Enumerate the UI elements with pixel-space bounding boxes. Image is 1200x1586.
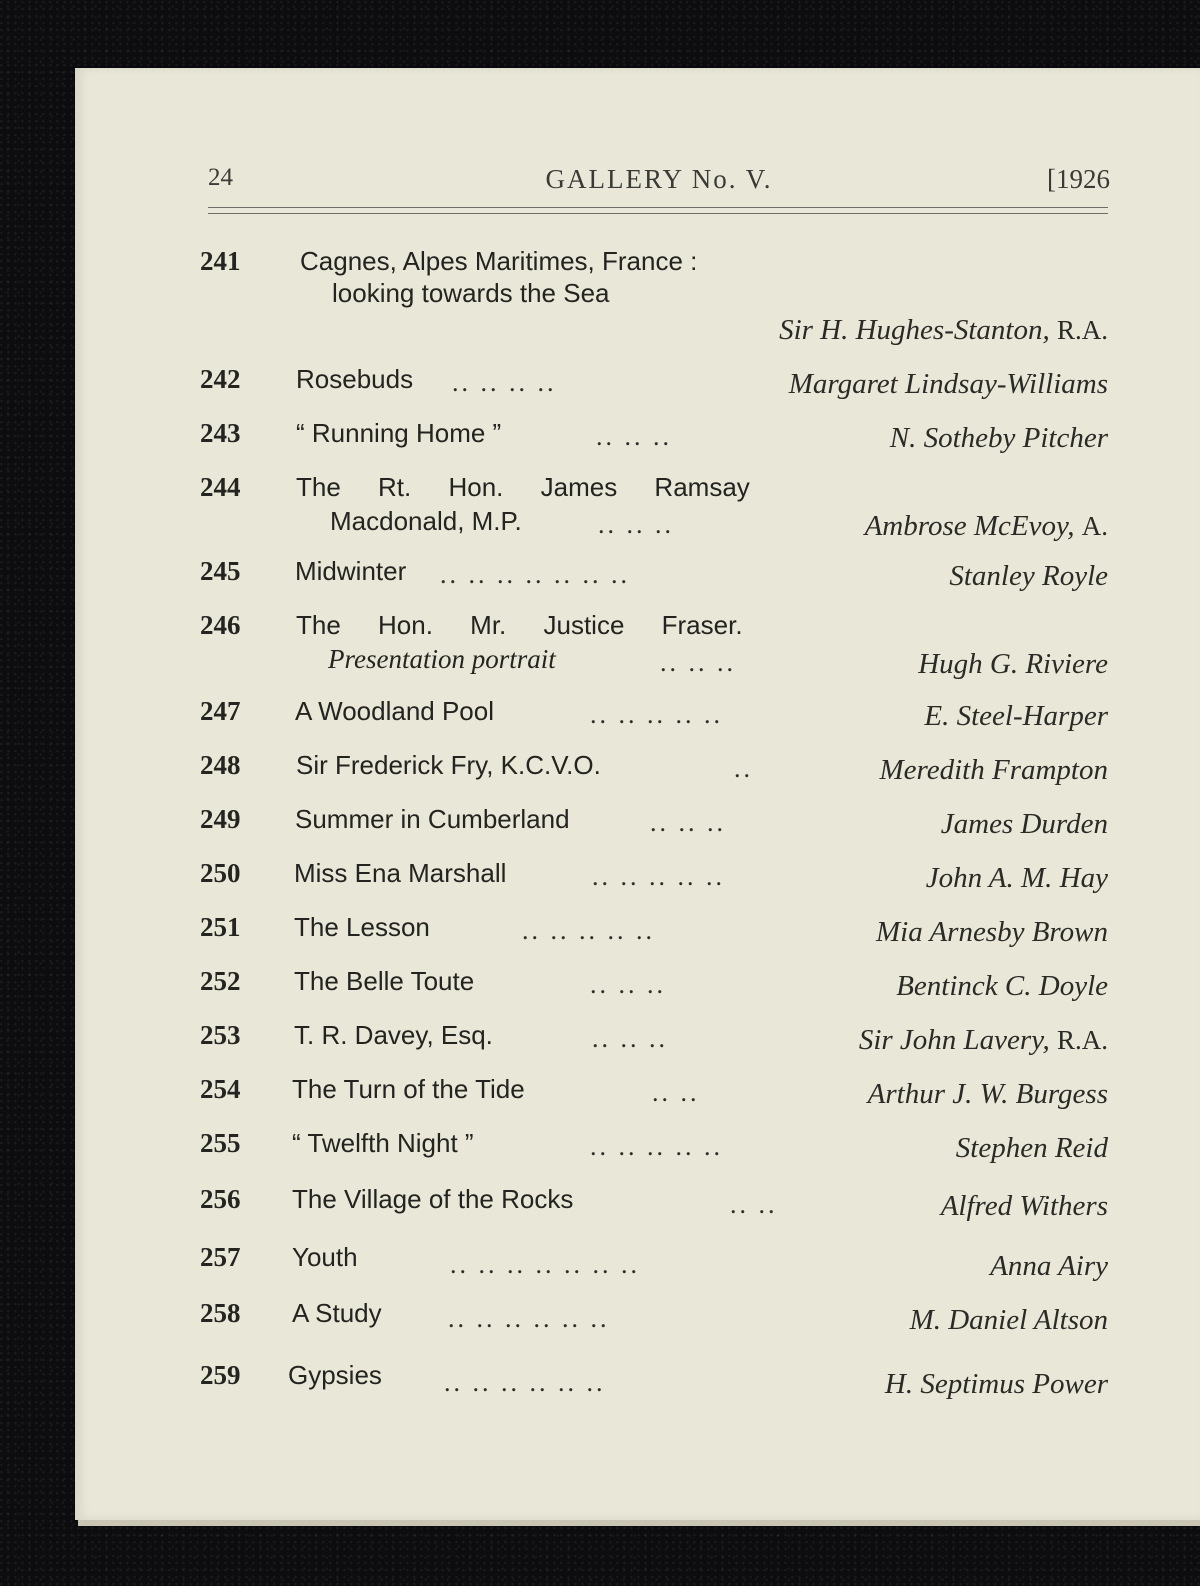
entry-number: 256 [200, 1184, 241, 1214]
leader-dots: .. .. .. .. .. .. [444, 1368, 606, 1397]
entry-artist [859, 1024, 1108, 1057]
entry-number: 245 [200, 556, 241, 586]
entry-artist [924, 700, 1108, 733]
entry-artist [990, 1250, 1108, 1283]
entry-title: Sir Frederick Fry, K.C.V.O. [296, 750, 601, 780]
entry-artist [865, 510, 1108, 543]
entry-title: The Turn of the Tide [292, 1074, 525, 1104]
page-edge [78, 1520, 1200, 1526]
entry-title-continued: Macdonald, M.P. [330, 506, 522, 536]
catalogue-year: [1926 [1047, 164, 1110, 194]
entry-number: 255 [200, 1128, 241, 1158]
leader-dots: .. .. .. [596, 422, 672, 451]
entry-title-continued: looking towards the Sea [332, 278, 610, 308]
entry-number: 253 [200, 1020, 241, 1050]
entry-number: 259 [200, 1360, 241, 1390]
entry-number: 257 [200, 1242, 241, 1272]
page-header [208, 164, 1110, 204]
entry-artist [949, 560, 1108, 593]
entry-artist [885, 1368, 1108, 1401]
entry-artist [918, 648, 1108, 681]
artist-suffix: R.A. [1056, 315, 1108, 345]
leader-dots: .. .. .. .. .. .. .. [440, 560, 630, 589]
entry-artist [890, 422, 1108, 455]
entry-artist [941, 1190, 1108, 1223]
leader-dots: .. .. .. [592, 1024, 668, 1053]
entry-artist [910, 1304, 1108, 1337]
entry-title: Summer in Cumberland [295, 804, 570, 834]
entry-artist [779, 314, 1108, 347]
entry-artist [868, 1078, 1108, 1111]
entry-title: Rosebuds [296, 364, 414, 394]
entry-title: Gypsies [288, 1360, 382, 1390]
artist-name: N. Sotheby Pitcher [889, 422, 1108, 454]
entry-title: Midwinter [295, 556, 407, 586]
artist-suffix: R.A. [1056, 1025, 1108, 1055]
leader-dots: .. .. .. .. .. [590, 700, 723, 729]
entry-title: Cagnes, Alpes Maritimes, France : [300, 246, 698, 276]
entry-title: The Rt. Hon. James Ramsay [296, 472, 750, 502]
entry-number: 243 [200, 418, 241, 448]
leader-dots: .. .. [652, 1078, 700, 1107]
entry-artist [926, 862, 1108, 895]
entry-title: A Woodland Pool [295, 696, 494, 726]
artist-name: Mia Arnesby Brown [876, 916, 1108, 948]
artist-name: Arthur J. W. Burgess [867, 1078, 1108, 1110]
artist-name: Margaret Lindsay-Williams [788, 368, 1108, 400]
leader-dots: .. .. .. [660, 648, 736, 677]
artist-name: M. Daniel Altson [909, 1304, 1108, 1336]
entry-number: 247 [200, 696, 241, 726]
entry-number: 244 [200, 472, 241, 502]
entry-title: Youth [292, 1242, 358, 1272]
artist-name: Sir H. Hughes-Stanton, [779, 314, 1050, 346]
entry-title: T. R. Davey, Esq. [294, 1020, 493, 1050]
artist-name: H. Septimus Power [884, 1368, 1108, 1400]
artist-name: Anna Airy [990, 1250, 1108, 1282]
leader-dots: .. .. .. [590, 970, 666, 999]
leader-dots: .. .. .. [650, 808, 726, 837]
leader-dots: .. .. .. .. .. [590, 1132, 723, 1161]
entry-title: “ Twelfth Night ” [292, 1128, 474, 1158]
entry-title: The Belle Toute [294, 966, 475, 996]
artist-suffix: A. [1081, 511, 1108, 541]
entry-number: 258 [200, 1298, 241, 1328]
entry-title-continued: Presentation portrait [328, 644, 556, 674]
artist-name: E. Steel-Harper [924, 700, 1108, 732]
leader-dots: .. [734, 754, 753, 783]
artist-name: Ambrose McEvoy, [864, 510, 1075, 542]
leader-dots: .. .. .. .. .. [522, 916, 655, 945]
leader-dots: .. .. .. .. .. .. .. [450, 1250, 640, 1279]
leader-dots: .. .. [730, 1190, 778, 1219]
leader-dots: .. .. .. .. [452, 368, 557, 397]
entry-artist [956, 1132, 1108, 1165]
entry-number: 248 [200, 750, 241, 780]
leader-dots: .. .. .. .. .. [592, 862, 725, 891]
entry-artist [941, 808, 1108, 841]
artist-name: Stanley Royle [949, 560, 1108, 592]
entry-number: 241 [200, 246, 241, 276]
entry-title: “ Running Home ” [296, 418, 502, 448]
entry-title: The Lesson [294, 912, 430, 942]
header-rule [208, 207, 1108, 208]
entry-title: The Village of the Rocks [292, 1184, 574, 1214]
entry-artist [896, 970, 1108, 1003]
entry-number: 252 [200, 966, 241, 996]
entry-title: Miss Ena Marshall [294, 858, 507, 888]
entry-artist [789, 368, 1108, 401]
entry-number: 246 [200, 610, 241, 640]
entry-number: 251 [200, 912, 241, 942]
artist-name: John A. M. Hay [925, 862, 1108, 894]
entry-artist [876, 916, 1108, 949]
page-number: 24 [208, 164, 233, 191]
entry-number: 254 [200, 1074, 241, 1104]
artist-name: James Durden [940, 808, 1108, 840]
entry-title: The Hon. Mr. Justice Fraser. [296, 610, 743, 640]
entry-title: A Study [292, 1298, 382, 1328]
artist-name: Sir John Lavery, [858, 1024, 1050, 1056]
entry-number: 242 [200, 364, 241, 394]
artist-name: Bentinck C. Doyle [896, 970, 1108, 1002]
artist-name: Stephen Reid [955, 1132, 1108, 1164]
leader-dots: .. .. .. .. .. .. [448, 1304, 610, 1333]
entry-number: 250 [200, 858, 241, 888]
entry-artist [880, 754, 1108, 787]
header-rule-thin [208, 213, 1108, 214]
entry-number: 249 [200, 804, 241, 834]
gallery-title: GALLERY No. V. [545, 164, 773, 194]
artist-name: Alfred Withers [940, 1190, 1108, 1222]
artist-name: Hugh G. Riviere [918, 648, 1108, 680]
leader-dots: .. .. .. [598, 510, 674, 539]
artist-name: Meredith Frampton [879, 754, 1108, 786]
